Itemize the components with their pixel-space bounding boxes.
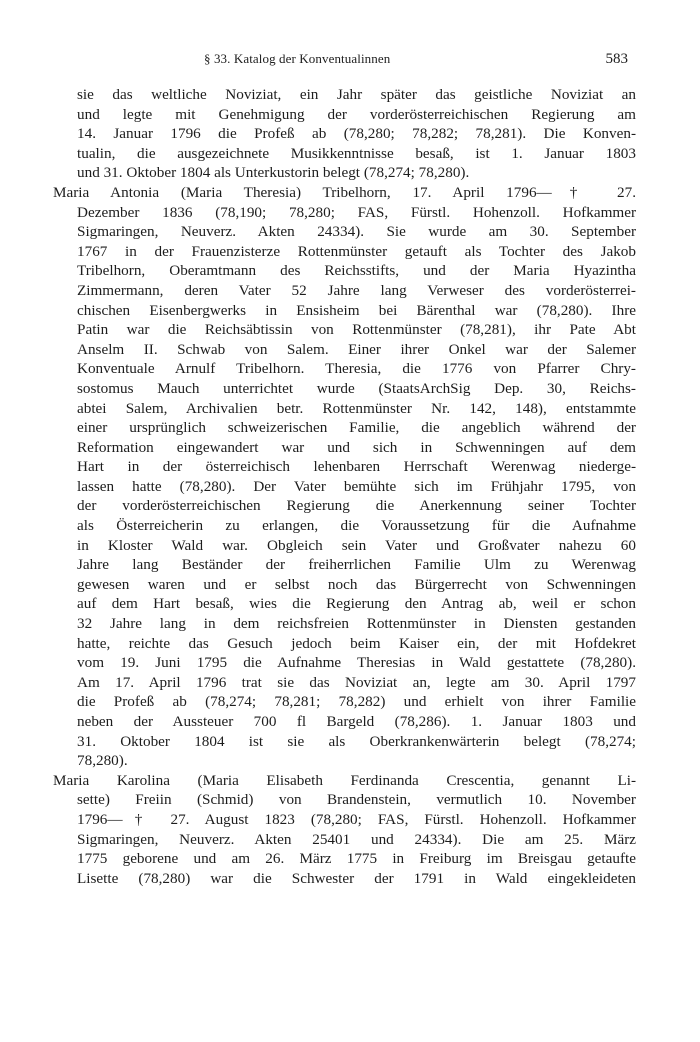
text-line: abtei Salem, Archivalien betr. Rottenmünster Nr. 142, 148), entstammte (77, 399, 636, 417)
text-line: gewesen waren und er selbst noch das Bürgerrecht von Schwenningen (77, 575, 636, 593)
text-line: 1796—† 27. August 1823 (78,280; FAS, Fürstl. Hohenzoll. Hofkammer (77, 810, 636, 828)
text-line: Lisette (78,280) war die Schwester der 1791 in Wald eingekleideten (77, 869, 636, 887)
text-line: 31. Oktober 1804 ist sie als Oberkrankenwärterin belegt (78,274; (77, 732, 636, 750)
text-line: Tribelhorn, Oberamtmann des Reichsstifts, und der Maria Hyazintha (77, 262, 636, 280)
text-line: Hart in der österreichisch lehenbaren Herrschaft Werenwag niederge- (77, 458, 636, 476)
text-line: Konventuale Arnulf Tribelhorn. Theresia, die 1776 von Pfarrer Chry- (77, 360, 636, 378)
text-line: sette) Freiin (Schmid) von Brandenstein, vermutlich 10. November (77, 791, 636, 809)
text-line: Anselm II. Schwab von Salem. Einer ihrer Onkel war der Salemer (77, 340, 636, 358)
text-line: sie das weltliche Noviziat, ein Jahr später das geistliche Noviziat an (77, 86, 636, 103)
text-line: Zimmermann, deren Vater 52 Jahre lang Verweser des vorderösterrei- (77, 281, 636, 299)
text-line: 32 Jahre lang in dem reichsfreien Rottenmünster in Diensten gestanden (77, 615, 636, 633)
text-line: die Profeß ab (78,274; 78,281; 78,282) und erhielt von ihrer Familie (77, 693, 636, 711)
text-line: 14. Januar 1796 die Profeß ab (78,280; 78,282; 78,281). Die Konven- (77, 125, 636, 143)
page-number: 583 (605, 51, 628, 67)
text-line: Maria Antonia (Maria Theresia) Tribelhorn, 17. April 1796—† 27. (53, 183, 636, 201)
text-line: vom 19. Juni 1795 die Aufnahme Theresias in Wald gestattete (78,280). (77, 654, 636, 672)
text-line: auf dem Hart besaß, wies die Regierung den Antrag ab, weil er schon (77, 595, 636, 613)
text-line: und legte mit Genehmigung der vorderösterreichischen Regierung am (77, 105, 636, 123)
section-title: § 33. Katalog der Konventualinnen (204, 51, 391, 66)
text-line: Maria Karolina (Maria Elisabeth Ferdinanda Crescentia, genannt Li- (53, 771, 636, 789)
text-line: Patin war die Reichsäbtissin von Rottenmünster (78,281), ihr Pate Abt (77, 321, 636, 339)
text-line: Sigmaringen, Neuverz. Akten 24334). Sie wurde am 30. September (77, 223, 636, 241)
body-text (53, 85, 636, 888)
text-line: hatte, reichte das Gesuch jedoch beim Kaiser ein, der mit Hofdekret (77, 634, 636, 652)
text-line: tualin, die ausgezeichnete Musikkenntnisse besaß, ist 1. Januar 1803 (77, 144, 636, 162)
text-line: Jahre lang Beständer der freiherrlichen Familie Ulm zu Werenwag (77, 556, 636, 574)
text-line: einer ursprünglich schweizerischen Familie, die angeblich während der (77, 419, 636, 437)
text-line: Reformation eingewandert war und sich in Schwenningen auf dem (77, 438, 636, 456)
text-line: als Österreicherin zu erlangen, die Voraussetzung für die Aufnahme (77, 517, 636, 535)
text-line: 78,280). (77, 752, 128, 770)
text-line: chischen Eisenbergwerks in Ensisheim bei Bärenthal war (78,280). Ihre (77, 301, 636, 319)
text-line: neben der Aussteuer 700 fl Bargeld (78,286). 1. Januar 1803 und (77, 713, 636, 730)
text-line: in Kloster Wald war. Obgleich sein Vater und Großvater nahezu 60 (77, 536, 636, 554)
text-line: und 31. Oktober 1804 als Unterkustorin belegt (78,274; 78,280). (77, 164, 470, 182)
text-line: Sigmaringen, Neuverz. Akten 25401 und 24334). Die am 25. März (77, 830, 636, 848)
text-line: Dezember 1836 (78,190; 78,280; FAS, Fürstl. Hohenzoll. Hofkammer (77, 203, 636, 221)
text-line: Am 17. April 1796 trat sie das Noviziat an, legte am 30. April 1797 (77, 673, 636, 691)
text-line: sostomus Mauch unterrichtet wurde (StaatsArchSig Dep. 30, Reichs- (77, 379, 636, 397)
text-line: der vorderösterreichischen Regierung die Anerkennung seiner Tochter (77, 497, 636, 515)
text-line: 1767 in der Frauenzisterze Rottenmünster getauft als Tochter des Jakob (77, 242, 636, 260)
text-line: 1775 geborene und am 26. März 1775 in Freiburg im Breisgau getaufte (77, 850, 636, 868)
text-line: lassen hatte (78,280). Der Vater bemühte sich im Frühjahr 1795, von (77, 477, 636, 495)
